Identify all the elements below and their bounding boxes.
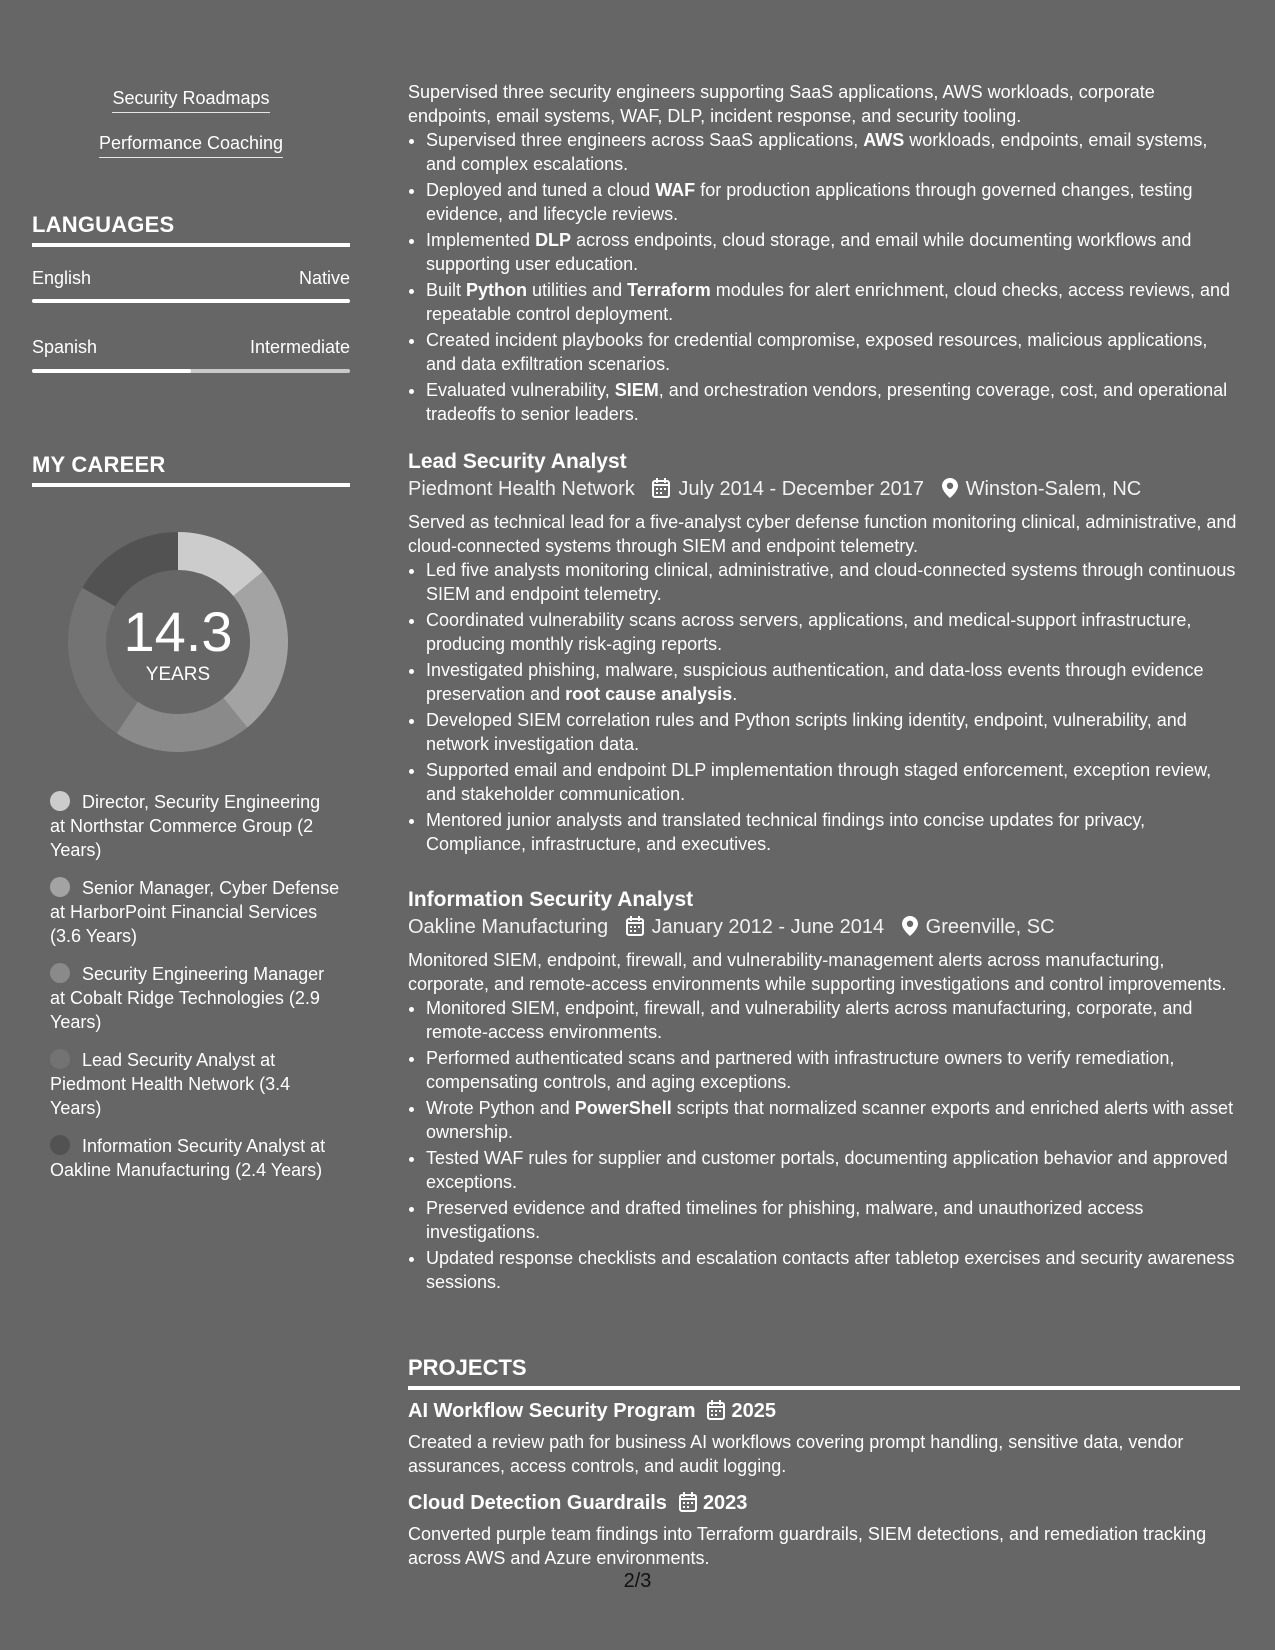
bullet-item: • Developed SIEM correlation rules and Python scripts linking identity, endpoint, vulnerability, and network investigation data. <box>426 708 1240 756</box>
legend-dot <box>50 1135 70 1155</box>
bullet-item: • Preserved evidence and drafted timelines for phishing, malware, and unauthorized access investigations. <box>426 1196 1240 1244</box>
project-description: Created a review path for business AI workflows covering prompt handling, sensitive data, vendor assurances, access controls, and audit logging. <box>408 1432 1184 1476</box>
job-information-security-analyst <box>408 888 1240 1296</box>
language-level: Native <box>298 268 350 288</box>
project-item <box>408 1492 1240 1570</box>
bullet-item: • Performed authenticated scans and partnered with infrastructure owners to verify remediation, compensating controls, and aging exceptions. <box>426 1046 1240 1094</box>
projects-heading: PROJECTS <box>408 1355 1240 1390</box>
language-bar-spanish <box>32 369 350 373</box>
location-pin-icon <box>942 478 958 504</box>
job-location: Greenville, SC <box>925 916 1055 938</box>
legend-dot <box>50 1049 70 1069</box>
project-year: 2023 <box>702 1492 748 1514</box>
bullet-item: • Updated response checklists and escalation contacts after tabletop exercises and security awareness sessions. <box>426 1246 1240 1294</box>
career-heading: MY CAREER <box>32 452 350 487</box>
language-name: Spanish <box>32 337 98 357</box>
intro-bullets <box>408 128 1240 426</box>
calendar-icon <box>626 916 644 942</box>
bullet-item: • Deployed and tuned a cloud WAF for production applications through governed changes, testing evidence, and lifecycle reviews. <box>426 178 1240 226</box>
project-item <box>408 1400 1240 1478</box>
bullet-item: • Investigated phishing, malware, suspicious authentication, and data-loss events through evidence preservation and root cause analysis. <box>426 658 1240 706</box>
languages-heading: LANGUAGES <box>32 212 350 247</box>
bullet-item: • Mentored junior analysts and translated technical findings into concise updates for privacy, Compliance, infrastructure, and executives. <box>426 808 1240 856</box>
legend-item: Security Engineering Manager at Cobalt Ridge Technologies (2.9 Years) <box>50 964 325 1032</box>
legend-dot <box>50 791 70 811</box>
bullet-item: • Supported email and endpoint DLP implementation through staged enforcement, exception review, and stakeholder communication. <box>426 758 1240 806</box>
job-company: Oakline Manufacturing <box>408 916 609 938</box>
job-bullets <box>408 558 1240 856</box>
job-dates: January 2012 - June 2014 <box>651 916 885 938</box>
legend-dot <box>50 877 70 897</box>
job-dates: July 2014 - December 2017 <box>678 478 925 500</box>
project-description: Converted purple team findings into Terraform guardrails, SIEM detections, and remediation tracking across AWS and Azure environments. <box>408 1524 1207 1568</box>
bullet-item: • Supervised three engineers across SaaS applications, AWS workloads, endpoints, email systems, and complex escalations. <box>426 128 1240 176</box>
legend-dot <box>50 963 70 983</box>
job-summary: Monitored SIEM, endpoint, firewall, and vulnerability-management alerts across manufacturing, corporate, and remote-access environments while supporting investigations and control improvements. <box>408 950 1227 994</box>
bullet-item: • Monitored SIEM, endpoint, firewall, and vulnerability alerts across manufacturing, corporate, and remote-access environments. <box>426 996 1240 1044</box>
job-company: Piedmont Health Network <box>408 478 635 500</box>
bullet-item: • Wrote Python and PowerShell scripts that normalized scanner exports and enriched alerts with asset ownership. <box>426 1096 1240 1144</box>
page-number: 2/3 <box>623 1570 652 1592</box>
skill-security-roadmaps[interactable]: Security Roadmaps <box>32 88 350 113</box>
bullet-item: • Built Python utilities and Terraform modules for alert enrichment, cloud checks, access reviews, and repeatable control deployment. <box>426 278 1240 326</box>
language-level: Intermediate <box>249 337 350 357</box>
legend-item: Information Security Analyst at Oakline Manufacturing (2.4 Years) <box>50 1136 326 1180</box>
skill-performance-coaching[interactable]: Performance Coaching <box>32 133 350 158</box>
bullet-item: • Coordinated vulnerability scans across servers, applications, and medical-support infrastructure, producing monthly risk-aging reports. <box>426 608 1240 656</box>
project-title: AI Workflow Security Program <box>408 1400 696 1422</box>
job-lead-security-analyst <box>408 450 1240 858</box>
bullet-item: • Implemented DLP across endpoints, cloud storage, and email while documenting workflows and supporting user education. <box>426 228 1240 276</box>
bullet-item: • Created incident playbooks for credential compromise, exposed resources, malicious applications, and data exfiltration scenarios. <box>426 328 1240 376</box>
legend-item: Director, Security Engineering at Northstar Commerce Group (2 Years) <box>50 792 321 860</box>
language-bar-english <box>32 299 350 303</box>
job-summary: Served as technical lead for a five-analyst cyber defense function monitoring clinical, administrative, and cloud-connected systems through SIEM and endpoint telemetry. <box>408 512 1237 556</box>
job-bullets <box>408 996 1240 1294</box>
job-meta <box>408 916 1240 942</box>
project-title-line <box>408 1492 1240 1518</box>
bullet-item: • Evaluated vulnerability, SIEM, and orchestration vendors, presenting coverage, cost, and operational tradeoffs to senior leaders. <box>426 378 1240 426</box>
project-title-line <box>408 1400 1240 1426</box>
job-meta <box>408 478 1240 504</box>
career-legend <box>50 790 340 1196</box>
language-bar-fill <box>32 299 350 303</box>
project-year: 2025 <box>731 1400 776 1422</box>
projects-section <box>408 1355 1240 1570</box>
calendar-icon <box>707 1400 725 1426</box>
language-name: English <box>32 268 92 288</box>
legend-item: Senior Manager, Cyber Defense at HarborPoint Financial Services (3.6 Years) <box>50 878 340 946</box>
intro-section <box>408 80 1240 428</box>
career-donut-center <box>66 530 290 754</box>
location-pin-icon <box>902 916 918 942</box>
bullet-item: • Tested WAF rules for supplier and customer portals, documenting application behavior and approved exceptions. <box>426 1146 1240 1194</box>
project-title: Cloud Detection Guardrails <box>408 1492 667 1514</box>
calendar-icon <box>652 478 670 504</box>
calendar-icon <box>679 1492 697 1518</box>
career-total-years: 14.3 <box>123 600 233 663</box>
legend-item: Lead Security Analyst at Piedmont Health Network (3.4 Years) <box>50 1050 291 1118</box>
job-title: Information Security Analyst <box>408 888 694 911</box>
job-location: Winston-Salem, NC <box>965 478 1142 500</box>
language-bar-fill <box>32 369 191 373</box>
career-donut-chart <box>66 530 290 754</box>
bullet-item: • Led five analysts monitoring clinical, administrative, and cloud-connected systems through continuous SIEM and endpoint telemetry. <box>426 558 1240 606</box>
career-total-unit: YEARS <box>145 664 211 685</box>
intro-summary: Supervised three security engineers supporting SaaS applications, AWS workloads, corporate endpoints, email systems, WAF, DLP, incident response, and security tooling. <box>408 82 1155 126</box>
job-title: Lead Security Analyst <box>408 450 627 473</box>
